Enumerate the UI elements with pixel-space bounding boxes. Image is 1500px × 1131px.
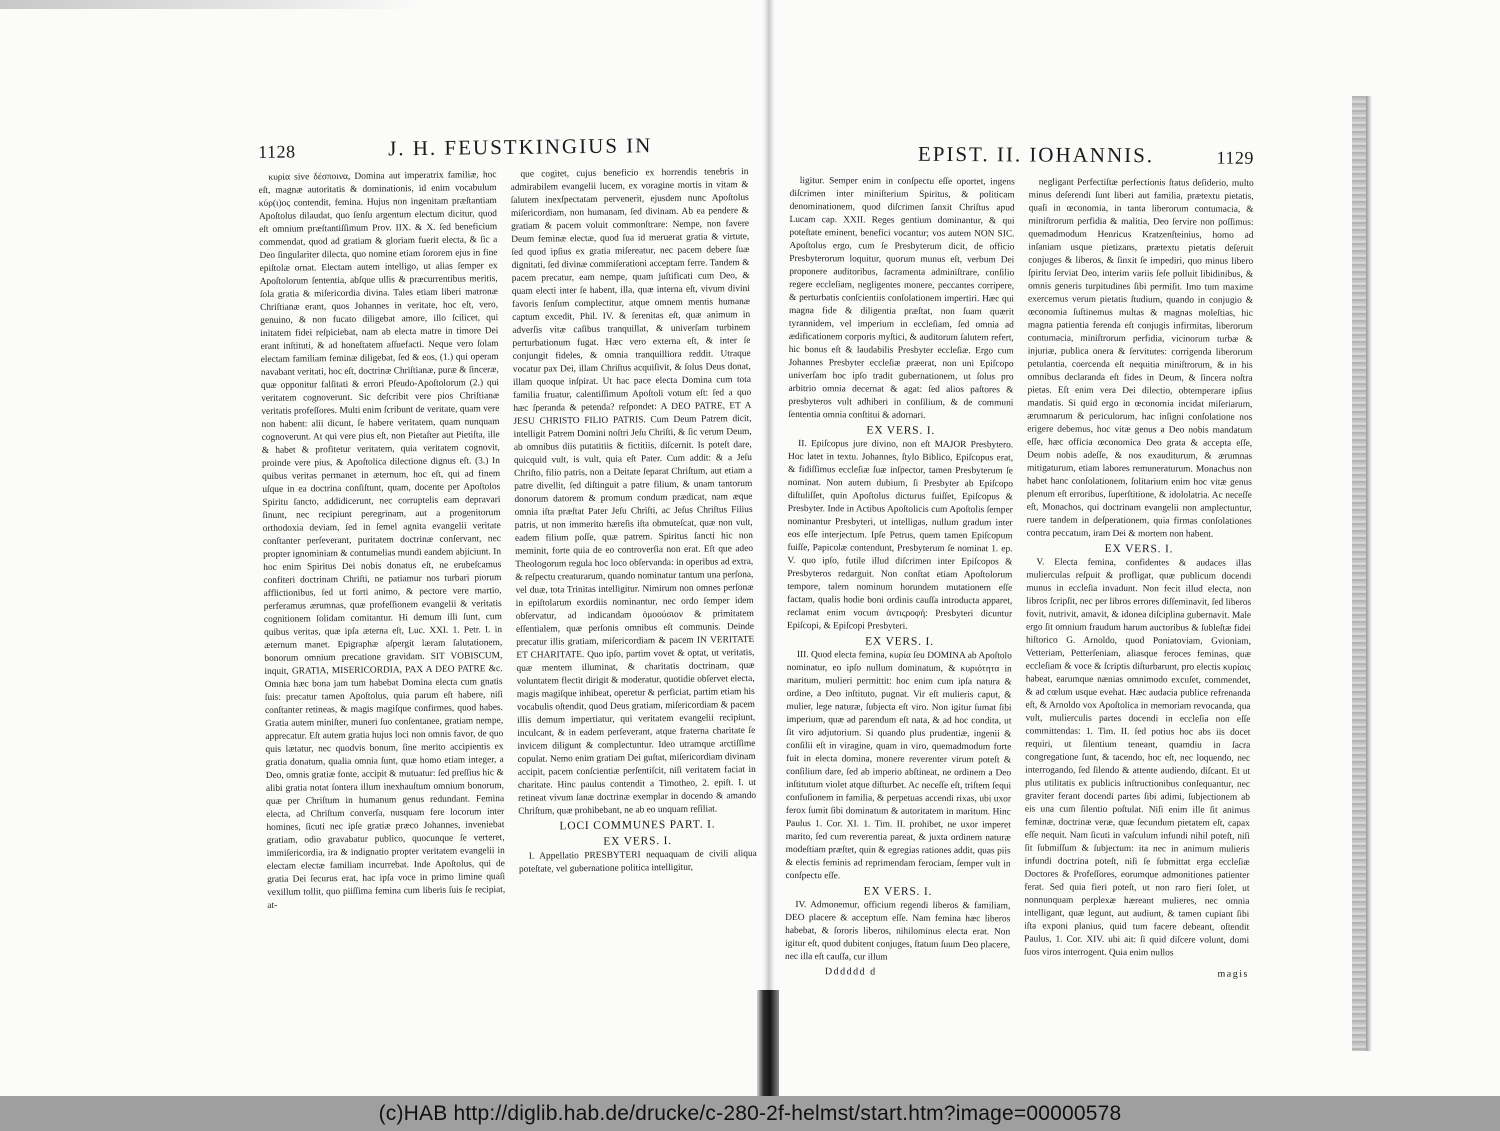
gutter-shadow <box>757 990 779 1096</box>
left-column-1 <box>258 169 505 913</box>
heading-ex-vers-c: EX VERS. I. <box>863 885 933 898</box>
top-scan-shadow <box>0 0 420 9</box>
left-page-header <box>258 132 748 172</box>
right-column-1 <box>785 175 1015 965</box>
right-page-columns <box>785 175 1254 967</box>
signature-mark: Dddddd d <box>824 966 877 978</box>
right-col1-intro: ligitur. Semper enim in conſpectu eſſe oportet, ingens diſcrimen inter miniſterium Spiritus, & politicam denominationem, quod diſcrimen ſanxit Chriſtus apud Lucam cap. XXII. Reges gentium dominantur, & qui poteſtate eminent, benefici vocantur; vos autem NON SIC. Apoſtolus ergo, cum ſe Presbyterum dicit, de officio Presbyterorum loquitur, quorum munus eſt, verbum Dei proponere auditoribus, ſacramenta adminiſtrare, conſilio regere eccleſiam, negligentes monere, peccantes corripere, & perturbatis conſcientiis conſolationem impertiri. Hæc qui magna fide & diligentia præſtat, non ſuam quærit tyrannidem, vel imperium in eccleſiam, ſed omnia ad ædificationem corporis myſtici, & auditorum ſalutem refert, hic bonus eſt & laudabilis Presbyter eccleſiæ. Ergo cum Johannes Presbyter eccleſiæ præerat, non uni Epiſcopo univerſam hoc ipſo tradit gubernationem, ut ſolus pro arbitrio omnia decernat & agat: ſed alios paſtores & presbyteros vult adhiberi in conſilium, & de communi ſententia omnia conſtitui & adornari. <box>788 176 1015 421</box>
paragraph-iv: IV. Admonemur, officium regendi liberos & familiam, DEO placere & acceptum eſſe. Nam femina hæc liberos habebat, & ſororis liberos, nihilominus electa erat. Non igitur eſt, quod dubitent conjuges, ſtatum ſuum Deo placere, nec illa eſt cauſſa, cur illum <box>784 900 1011 963</box>
catchword: magis <box>1217 968 1249 980</box>
right-col2-text-a: negligant Perfectiſtæ perfectionis ſtatus deſiderio, multo minus deſerendi ſunt liberi aut familia, prætextu pietatis, quaſi in œconomia, in tanta liberorum contumacia, & miniſtrorum perfidia & malitia, Deo ſervire non poſſimus: quemadmodum Henricus Kratzenſteinius, homo ad inſaniam usque pietizans, prætextu pietatis deſeruit conjuges & liberos, & ſinxit ſe impediri, quo minus libero ſpiritu ſerviat Deo, interim variis ſeſe polluit libidinibus, & omnis generis turpitudines ſibi permiſit. Imo tum maxime exercemus verum pietatis ſtudium, quando in conjugio & œconomia ſuſtinemus multas & magnas moleſtias, hic magna patientia ferenda eſt conjugis infirmitas, liberorum contumacia, miniſtrorum perfidia, vicinorum turbæ & injuriæ, publica onera & ſervitutes: corrigenda liberorum petulantia, coercenda eſt nequitia miniſtrorum, & in his omnibus declaranda eſt fides in Deum, & ſincera noſtra pietas. Eſt enim vera Dei dilectio, obtemperare ipſius mandatis. Si quid ergo in œconomia incidat miſeriarum, ærumnarum & periculorum, hac inſigni conſolatione nos erigere debemus, hoc vitæ genus a Deo nobis mandatum eſſe, hæc officia œconomica Deo grata & accepta eſſe, Deum nobis adeſſe, & nos exauditurum, & ærumnas mitigaturum, etiam labores remuneraturum. Monachus non habet hanc conſolationem, ſolitarium enim hoc vitæ genus plenum eſt erroribus, ſuperſtitione, & idololatria. Ac neceſſe eſt, Monachos, qui doctrinam evangelii non amplectuntur, ruere tandem in deſperationem, quia firmas conſolationes contra peccatum, iram Dei & mortem non habent. <box>1026 177 1254 540</box>
book-gutter <box>760 0 776 1096</box>
page-stack-edge <box>1352 96 1366 1051</box>
left-col2-end-text: I. Appellatio PRESBYTERI nequaquam de civili aliqua poteſtate, vel gubernatione politica intelligitur, <box>518 848 757 875</box>
left-column-2 <box>510 166 757 910</box>
left-page-columns <box>258 166 757 913</box>
heading-ex-vers-d: EX VERS. I. <box>1104 542 1174 556</box>
credit-text: (c)HAB http://diglib.hab.de/drucke/c-280-2f-helmst/start.htm?image=00000578 <box>378 1101 1122 1125</box>
left-col2-text: que cogitet, cujus beneficio ex horrendis tenebris in admirabilem evangelii lucem, ex voragine mortis in vitam & ſalutem inexſpectatam pervenerit, ejusdem nunc Apoſtolus miſericordiam, non humanam, ſed divinam. Ab ea pendere & gratiam & pacem voluit commonſtrare: Nempe, non favere Deum feminæ electæ, quod ſua id meruerat gratia & virtute, ſed quod ipſius ex gratia miſereatur, nec pacem debere ſuæ dignitati, ſed divinæ commiſerationi acceptam ferre. Tandem & pacem precatur, eam nempe, quam juſtificati cum Deo, & quam electi inter ſe habent, illa, quæ interna eſt, vivum divini favoris ſenſum complectitur, atque omnem mentis humanæ captum excedit, Phil. IV. & ſerenitas eſt, quæ animum in adverſis vitæ caſibus tranquillat, & univerſam turbinem perturbationum fugat. Hæc vero externa eſt, & inter ſe conjungit fideles, & omnia tranquilliora reddit. Utraque vocatur pax Dei, illam Chriſtus acquiſivit, & ſolus Deus donat, illam quoque inſpirat. Ut hac pace electa Domina cum tota familia fruatur, calentiſſimum Apoſtoli votum eſt: ſed a quo hæc ſperanda & petenda? reſpondet: A DEO PATRE, ET A JESU CHRISTO FILIO PATRIS. Cum Deum Patrem dicit, intelligit Patrem Domini noſtri Jeſu Chriſti, & ſic verum Deum, ab omnibus diis putatitiis & fictitiis, diſcernit. Is poteſt dare, quicquid vult, is vult, quia eſt Pater. Cum addit: & a Jeſu Chriſto, filio patris, non a Deitate ſeparat Chriſtum, aut etiam a patre divellit, ſed diſtinguit a patre filium, & unam tantorum donorum datorem & promum condum prædicat, nam æque omnia iſta præſtat Pater Jeſu Chriſti, ac Jeſus Chriſtus Filius patris, ut non immerito hæreſis iſta obmuteſcat, quæ non vult, eadem filium poſſe, quæ patrem. Spiritus ſancti hic non meminit, forte quia de eo controverſia non erat. Eſt que adeo Theologorum regula hoc loco obſervanda: in operibus ad extra, & reſpectu creaturarum, quando nominatur tantum una perſona, vel duæ, tota Trinitas intelligitur. Nimirum non omnes perſonæ in epiſtolarum exordiis nominantur, nec ordo ſemper idem obſervatur, ad indicandam ὁμοούσιον & primitatem eſſentialem, quæ perſonis omnibus eſt communis. Deinde precatur illis gratiam, miſericordiam & pacem IN VERITATE ET CHARITATE. Quo ipſo, partim vovet & optat, ut veritatis, quæ mentem illuminat, & charitatis doctrinam, quæ voluntatem flectit dirigit & moderatur, quotidie obſervet electa, magis magiſque inhibeat, operetur & perficiat, partim etiam his vocabulis oſtendit, quod Deus gratiam, miſericordiam & pacem illis demum impertiatur, qui veritatem evangelii recipiunt, inculcant, & in eadem perſeverant, atque fraterna charitate ſe invicem diligunt & complectuntur. Ideo utramque arctiſſime copulat. Nemo enim gratiam Dei guſtat, miſericordiam divinam accipit, pacem conſcientiæ perſentiſcit, niſi veritatem faciat in charitate. Hinc paulus contendit a Timotheo, 2. epiſt. I. ut retineat vivum ſanæ doctrinæ exemplar in docendo & amando Chriſtum, quæ prohibebant, ne ab eo unquam reſiliat. <box>510 167 757 817</box>
paragraph-v: V. Electa femina, confidentes & audaces illas mulierculas reſpuit & profligat, quæ publicum docendi munus in eccleſia invadunt. Non fecit illud electa, non libros ſcripſit, nec per libros errores diſſeminavit, ſed liberos fovit, nutrivit, amavit, & idonea diſciplina gubernavit. Male ergo ſit omnium fraudum harum auctoribus & ſubleſtæ fidei hiſtorico G. Arnoldo, quod Poniatoviam, Gvioniam, Vetteriam, Petterſeniam, aliasque feroces feminas, quæ eccleſiam & voce & ſcriptis diſturbarunt, pro electis κυρίαις habeat, earumque nænias omnimodo excuſet, commendet, & ad cœlum usque evehat. Hæc audacia publice refrenanda eſt, & Arnoldo vox Apoſtolica in memoriam revocanda, qua vult, mulierculis partes docendi in eccleſia non eſſe committendas: 1. Tim. II. ſed potius hoc abs iis docet requiri, ut ſilentium teneant, quamdiu in ſacra congregatione ſunt, & tacendo, hoc eſt, nec loquendo, nec interrogando, ſed ſilendo & attente audiendo, diſcant. Et ut plus utilitatis ex publicis inſtructionibus conſequantur, nec graviter ferant docendi partes ſibi adimi, ſubjectionem ab eis una cum ſilentio poſtulat. Niſi enim ille ſit animus feminæ, doctrinæ veræ, quæ ſecundum pietatem eſt, capax eſſe nequit. Nam ſicuti in vaſculum infundi nihil poteſt, niſi ſit ſubmiſſum & ſubjectum: ita nec in animum mulieris infundi doctrina poteſt, niſi ſe ſubmittat erga eccleſiæ Doctores & Profeſſores, eorumque admonitiones patienter ferat. Sed quia fieri poteſt, ut non raro fieri ſolet, ut nonnunquam perplexæ hæreant mulieres, nec omnia intelligant, quæ legunt, aut audiunt, & tamen cupiant ſibi iſta exponi planius, quid tum facere debeant, oſtendit Paulus, 1. Cor. XIV. ubi ait: ſi quid diſcere volunt, domi ſuos viros interrogent. Quia enim nullos <box>1024 557 1252 959</box>
heading-ex-vers-b: EX VERS. I. <box>865 635 934 648</box>
right-page <box>785 141 1254 980</box>
heading-ex-vers-a: EX VERS. I. <box>866 424 936 437</box>
left-page-number: 1128 <box>258 141 296 162</box>
paragraph-ii: II. Epiſcopus jure divino, non eſt MAJOR Presbytero. Hoc latet in textu. Johannes, ſtylo Biblico, Epiſcopus erat, & fidiſſimus eccleſiæ ſuæ inſpector, tamen Presbyterum ſe nominat. Non autem dubium, ſi Presbyter ab Epiſcopo diſtuliſſet, quin Apoſtolus dicturus fuiſſet, Epiſcopus & Presbyter. Inde in Actibus Apoſtolicis cum Apoſtolis ſemper nominantur Presbyteri, ut intelligas, nullum gradum inter eos eſſe interjectum. Ipſe Petrus, quem tamen Epiſcopum fuiſſe, Papicolæ contendunt, Presbyterum ſe nominat 1. ep. V. quo ipſo, futile illud diſcrimen inter Epiſcopos & Presbyteros redarguit. Non conſtat etiam Apoſtolorum tempore, talem nominum horundem mutationem eſſe factam, qualis hodie boni ordinis cauſſa introducta apparet, reclamat enim vocum ἀντιςροφή: Presbyteri dicuntur Epiſcopi, & Epiſcopi Presbyteri. <box>787 439 1014 632</box>
credit-bar <box>0 1096 1500 1131</box>
right-page-number: 1129 <box>1216 147 1254 168</box>
right-column-2 <box>1024 176 1254 966</box>
left-col1-text: κυρία sive δέσποινα, Domina aut imperatrix familiæ, hoc eſt, magnæ autoritatis & dominationis, id enim vocabulum κύρ(ι)ος contendit, femina. Hujus non ingenitam præſtantiam Apoſtolus dilaudat, quo ſenſu argentum electum dicitur, quod eſt omnium præſtantiſſimum Prov. IIX. & X. ſed beneficium commendat, quod ad gratiam & gloriam fuerit electa, & ſic a Deo ſingulariter dilecta, quo nomine etiam ſororem ejus in fine epiſtolæ ornat. Electam autem intelligo, ut alias ſemper ex Apoſtolorum ſententia, abſque ullis & præcurrentibus meritis, ſola gratia & miſericordia divina. Tales etiam liberi matronæ Chriſtianæ erant, quos Johannes in veritate, hoc eſt, vero, genuino, & non fucato diligebat amore, illo ſcilicet, qui initatem fidei reſpiciebat, nam ab electa matre in timore Dei erant inſtituti, & ad honeſtatem aſſuefacti. Neque vero ſolam electam familiam feminæ diligebat, ſed & eos, (1.) qui operam navabant veritati, hoc eſt, doctrinæ Chriſtianæ, puræ & ſinceræ, quæ opponitur falſitati & errori Pſeudo-Apoſtolorum (2.) qui veritatem cognoverunt. Sic deſcribit vere pios Chriſtianæ veritatis profeſſores. Multi enim ſcribunt de veritate, quam vere non habent: alii dicunt, ſe habere veritatem, quam nunquam cognoverunt. At qui vere pius eſt, non Pietaſter aut Pietiſta, ille & habet & profitetur veritatem, quia veritatem cognovit, proinde vere pius, & Apoſtolica dilectione dignus eſt. (3.) In quibus veritas permanet in æternum, hoc eſt, qui ad finem uſque in ea doctrina conſiſtunt, quam, docente per Apoſtolos Spiritu ſancto, addidicerunt, nec corruptelis eam depravari ſinunt, nec recipiunt peregrinam, aut a progenitorum orthodoxia deviam, ſed in ſemel agnita evangelii veritate conſtanter perſeverant, puritatem doctrinæ conſervant, nec propter ignominiam & contumelias mundi eandem abjiciunt. In hoc enim Spiritus Dei nobis donatus eſt, ne erubeſcamus confiteri doctrinam Chriſti, ne patiamur nos turbari piorum afflictionibus, ſed ut forti animo, & pectore vere martio, perferamus ærumnas, quæ profeſſionem evangelii & veritatis cognitionem ſolidam comitantur. Hi demum illi ſunt, cum quibus veritas, quæ ipſa æterna eſt, Luc. XXI. 1. Petr. I. in æternum manet. Epigraphæ aſpergit læram ſalutationem, bonorum omnium precatione gravidam. SIT VOBISCUM, inquit, GRATIA, MISERICORDIA, PAX A DEO PATRE &c. Omnia hæc bona jam tum habebat Domina electa cum gnatis ſuis: precatur tamen Apoſtolus, quia parum eſt habere, niſi conſtanter retineas, & magis magiſque confirmes, quod habes. Gratia autem miniſter, muneri ſuo conſentanee, gratiam nempe, apprecatur. Eſt autem gratia hujus loci non omnis favor, de quo quis lætatur, nec quodvis bonum, ſine merito accipientis ex gratia donatum, qualia omnia ſunt, quæ homo etiam integer, a Deo, omnis gratiæ fonte, accipit & mutuatur: ſed preſſius hic & alibi gratia notat ſontera illum inexhauſtum omnium bonorum, quæ per Chriſtum in humanum genus redundant. Femina electa, ad Chriſtum converſa, nusquam fere locorum inter homines, ſicuti nec ipſe gratiæ præco Johannes, inveniebat gratiam, odio gravabatur publico, quocunque ſe verteret, immiſericordia, ira & indignatio propter veritatem evangelii in electam electæ familiam incurrebat. Inde Apoſtolus, qui de gratia Dei ſecurus erat, hac ipſa voce in primo limine quaſi vexillum tollit, quo piiſſima femina cum liberis ſuis ſe recipiat, at- <box>258 170 506 911</box>
page-foot-line <box>785 966 1249 980</box>
left-running-title: J. H. FEUSTKINGIUS IN <box>387 133 653 161</box>
section-heading-loci: LOCI COMMUNES PART. I. <box>559 818 716 833</box>
paragraph-iii: III. Quod electa femina, κυρία ſeu DOMINA ab Apoſtolo nominatur, eo ipſo nullum dominatum, & κυριότητα in maritum, mulieri permittit: hoc enim cum ipſa natura & ordine, a Deo inſtituto, pugnat. Vir eſt mulieris caput, & mulier, lege naturæ, ſubjecta eſt viro. Non igitur ſumat ſibi imperium, quæ ad parendum eſt nata, & ad hoc condita, ut ſit viro adjutorium. Si quando plus prudentiæ, ingenii & conſilii eſt in viragine, quam in viro, quemadmodum forte fuit in electa domina, monere reverenter virum poteſt & conſilium dare, ſed ab imperio abſtineat, ne ordinem a Deo inſtitutum violet atque diſturbet. Ac neceſſe eſt, triſtem ſequi confuſionem in familia, & perpetuas accendi rixas, ubi uxor ferox ſumit ſibi dominatum & autoritatem in maritum. Hinc Paulus 1. Cor. XI. 1. Tim. II. prohibet, ne uxor imperet marito, ſed cum reverentia pareat, & juxta ordinem naturæ modeſtiam præſtet, quin & egregias rationes addit, quas piis & electis feminis ad reprimendam ferociam, ſemper vult in conſpectu eſſe. <box>785 650 1012 882</box>
section-heading-ex-vers: EX VERS. I. <box>603 834 673 848</box>
right-page-header <box>790 141 1254 178</box>
left-page <box>258 132 757 913</box>
right-running-title: EPIST. II. IOHANNIS. <box>917 141 1155 168</box>
page-edge-shadow <box>1366 96 1372 1051</box>
